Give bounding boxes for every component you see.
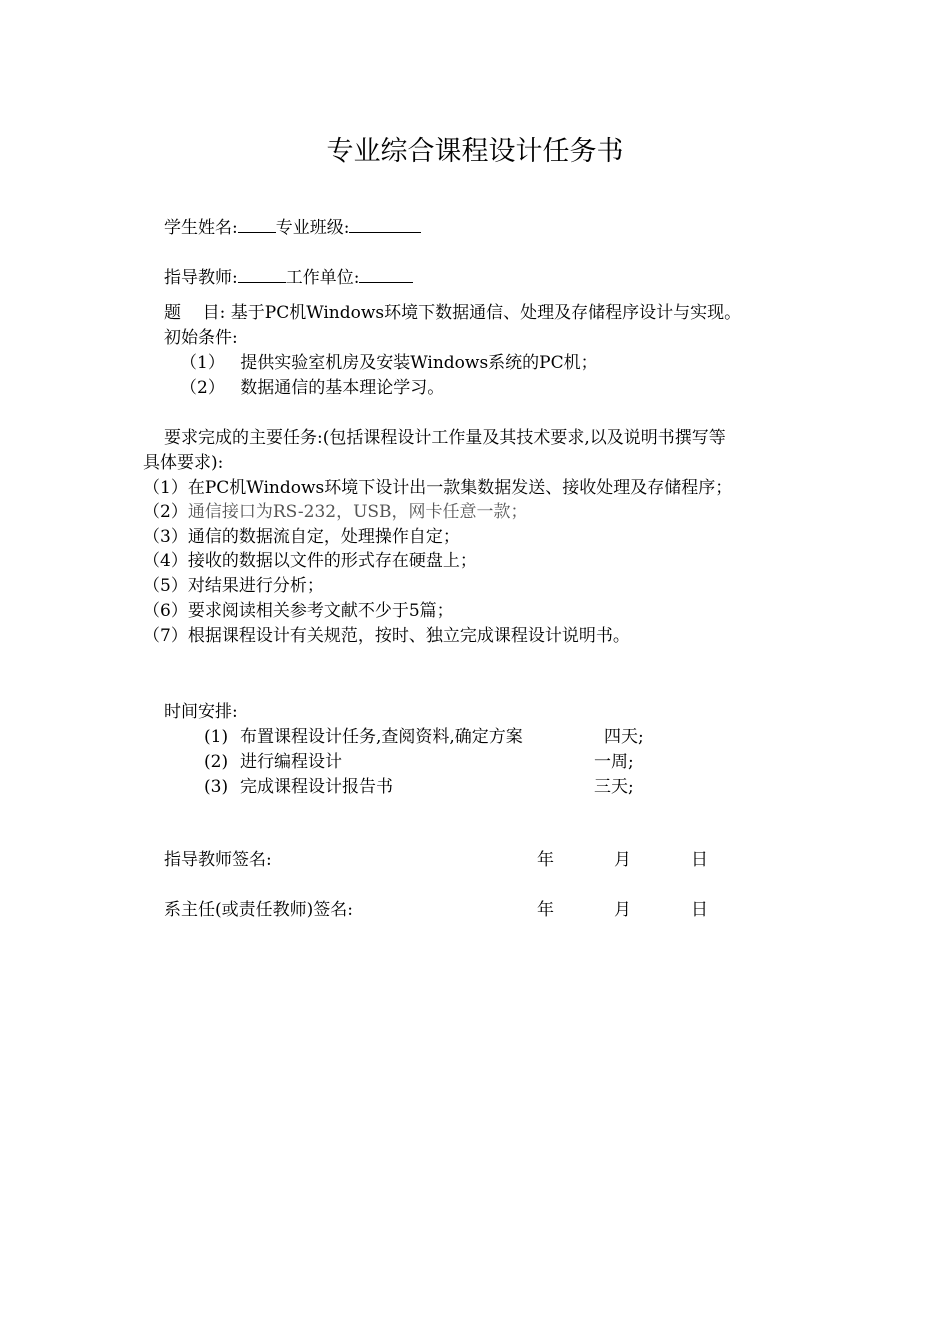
topic-text: 基于PC机Windows环境下数据通信、处理及存储程序设计与实现。 (230, 303, 742, 323)
schedule-item-number: (2) (204, 752, 229, 772)
advisor-label: 指导教师: (164, 268, 238, 288)
advisor-signature-label: 指导教师签名: (164, 850, 272, 870)
requirement-item (143, 600, 454, 622)
condition-item (180, 352, 598, 374)
requirement-number: （5） (143, 576, 188, 596)
major-class-label: 专业班级: (275, 218, 350, 238)
topic-row (164, 302, 741, 324)
requirement-text: 通信接口为RS-232，USB，网卡任意一款； (187, 502, 528, 522)
requirement-text: 接收的数据以文件的形式存在硬盘上； (187, 551, 477, 571)
requirement-text: 对结果进行分析； (187, 576, 324, 596)
schedule-item-task: 完成课程设计报告书 (240, 777, 393, 797)
requirement-number: （4） (143, 551, 188, 571)
schedule-label: 时间安排: (164, 702, 238, 722)
page-title: 专业综合课程设计任务书 (326, 136, 624, 167)
requirements-intro: 要求完成的主要任务:(包括课程设计工作量及其技术要求,以及说明书撰写等 (164, 428, 726, 448)
student-name-label: 学生姓名: (164, 218, 238, 238)
requirement-number: （3） (143, 527, 188, 547)
schedule-item-duration: 四天; (604, 727, 644, 747)
student-name-blank[interactable] (238, 215, 276, 233)
requirement-item (143, 575, 324, 597)
advisor-blank[interactable] (238, 265, 286, 283)
topic-label: 题 目: (164, 303, 226, 323)
condition-number: （1） (180, 353, 225, 373)
requirement-number: （2） (143, 502, 188, 522)
condition-text: 提供实验室机房及安装Windows系统的PC机； (240, 353, 598, 373)
student-info-row (164, 215, 421, 239)
requirement-text: 在PC机Windows环境下设计出一款集数据发送、接收处理及存储程序； (187, 478, 733, 498)
work-unit-label: 工作单位: (285, 268, 360, 288)
initial-conditions-label: 初始条件: (164, 328, 238, 348)
requirement-item (143, 625, 630, 647)
schedule-item-duration: 一周; (594, 752, 634, 772)
advisor-info-row (164, 265, 413, 289)
requirement-item (143, 477, 732, 499)
condition-text: 数据通信的基本理论学习。 (240, 378, 445, 398)
requirement-text: 根据课程设计有关规范，按时、独立完成课程设计说明书。 (187, 626, 630, 646)
requirements-intro-cont: 具体要求): (143, 453, 224, 473)
signature-day: 日 (691, 850, 708, 870)
work-unit-blank[interactable] (359, 265, 413, 283)
requirement-item (143, 526, 460, 548)
requirement-text: 要求阅读相关参考文献不少于5篇； (187, 601, 454, 621)
signature-month: 月 (614, 900, 631, 920)
director-signature-label: 系主任(或责任教师)签名: (164, 900, 353, 920)
requirement-number: （1） (143, 478, 188, 498)
signature-day: 日 (691, 900, 708, 920)
condition-item (180, 377, 444, 399)
schedule-item-task: 布置课程设计任务,查阅资料,确定方案 (240, 727, 523, 747)
requirement-item (143, 550, 477, 572)
major-class-blank[interactable] (349, 215, 421, 233)
requirement-text: 通信的数据流自定，处理操作自定； (187, 527, 460, 547)
schedule-item-duration: 三天; (594, 777, 634, 797)
condition-number: （2） (180, 378, 225, 398)
requirement-number: （6） (143, 601, 188, 621)
signature-month: 月 (614, 850, 631, 870)
requirement-item (143, 501, 528, 523)
schedule-item-task: 进行编程设计 (240, 752, 342, 772)
signature-year: 年 (537, 850, 554, 870)
requirement-number: （7） (143, 626, 188, 646)
signature-year: 年 (537, 900, 554, 920)
schedule-item-number: (1) (204, 727, 229, 747)
schedule-item-number: (3) (204, 777, 229, 797)
